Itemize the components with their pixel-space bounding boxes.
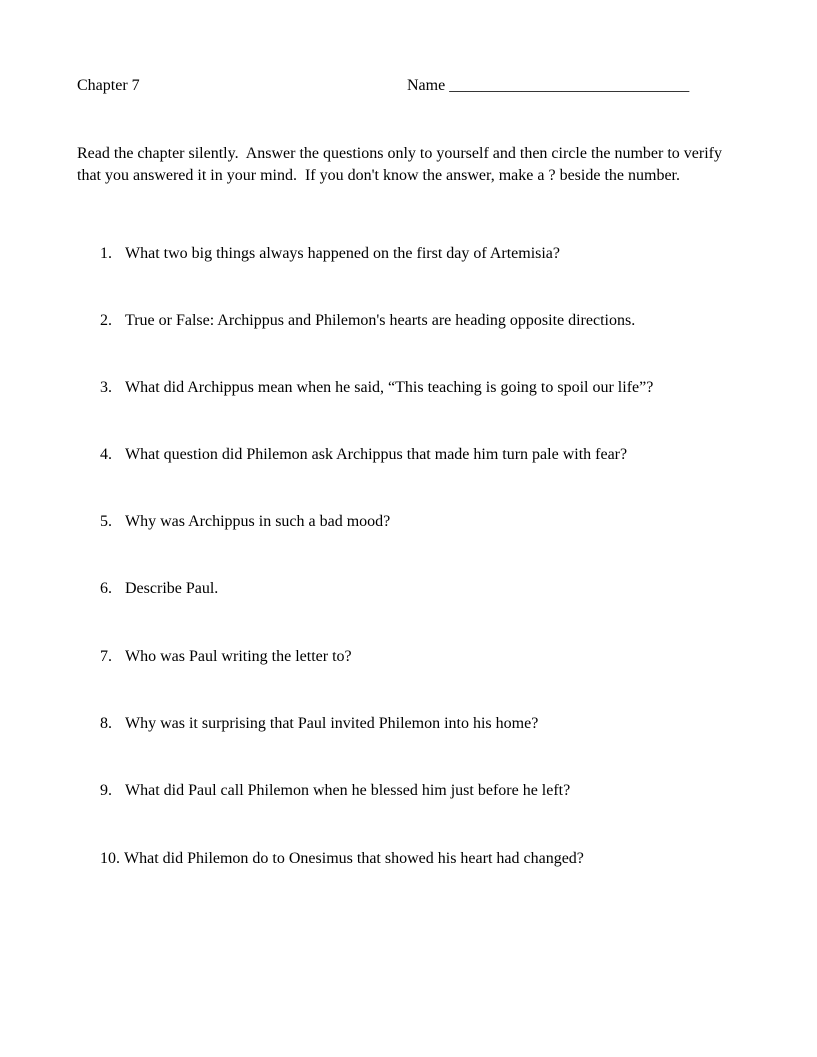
question-item xyxy=(100,579,218,599)
question-number: 5. xyxy=(100,513,112,530)
question-text: Describe Paul. xyxy=(125,580,219,597)
question-item xyxy=(100,445,627,465)
question-text: What did Philemon do to Onesimus that showed his heart had changed? xyxy=(124,850,584,867)
question-number: 6. xyxy=(100,580,112,597)
question-number: 9. xyxy=(100,782,112,799)
question-text: What did Paul call Philemon when he blessed him just before he left? xyxy=(125,782,571,799)
question-text: Why was it surprising that Paul invited Philemon into his home? xyxy=(125,715,539,732)
question-number: 2. xyxy=(100,312,112,329)
question-item xyxy=(100,311,635,331)
question-item xyxy=(100,512,390,532)
question-number: 3. xyxy=(100,379,112,396)
question-item xyxy=(100,378,653,398)
question-number: 8. xyxy=(100,715,112,732)
question-item xyxy=(100,781,570,801)
name-field xyxy=(407,76,689,96)
question-text: What two big things always happened on the first day of Artemisia? xyxy=(125,245,561,262)
question-text: What question did Philemon ask Archippus that made him turn pale with fear? xyxy=(125,446,628,463)
question-item xyxy=(100,849,584,869)
question-number: 10. xyxy=(100,850,120,867)
question-text: True or False: Archippus and Philemon's hearts are heading opposite directions. xyxy=(125,312,636,329)
question-text: What did Archippus mean when he said, “This teaching is going to spoil our life”? xyxy=(125,379,654,396)
question-item xyxy=(100,647,352,667)
question-item xyxy=(100,244,560,264)
question-text: Why was Archippus in such a bad mood? xyxy=(125,513,391,530)
name-label: Name xyxy=(407,77,446,94)
chapter-title: Chapter 7 xyxy=(77,77,140,94)
question-number: 1. xyxy=(100,245,112,262)
instructions-paragraph: Read the chapter silently. Answer the questions only to yourself and then circle the number to verify that you answered it in your mind. If you don't know the answer, make a ? beside the number. xyxy=(77,145,727,184)
question-text: Who was Paul writing the letter to? xyxy=(125,648,352,665)
question-number: 4. xyxy=(100,446,112,463)
name-blank-line: ______________________________ xyxy=(449,77,690,94)
question-number: 7. xyxy=(100,648,112,665)
question-item xyxy=(100,714,538,734)
